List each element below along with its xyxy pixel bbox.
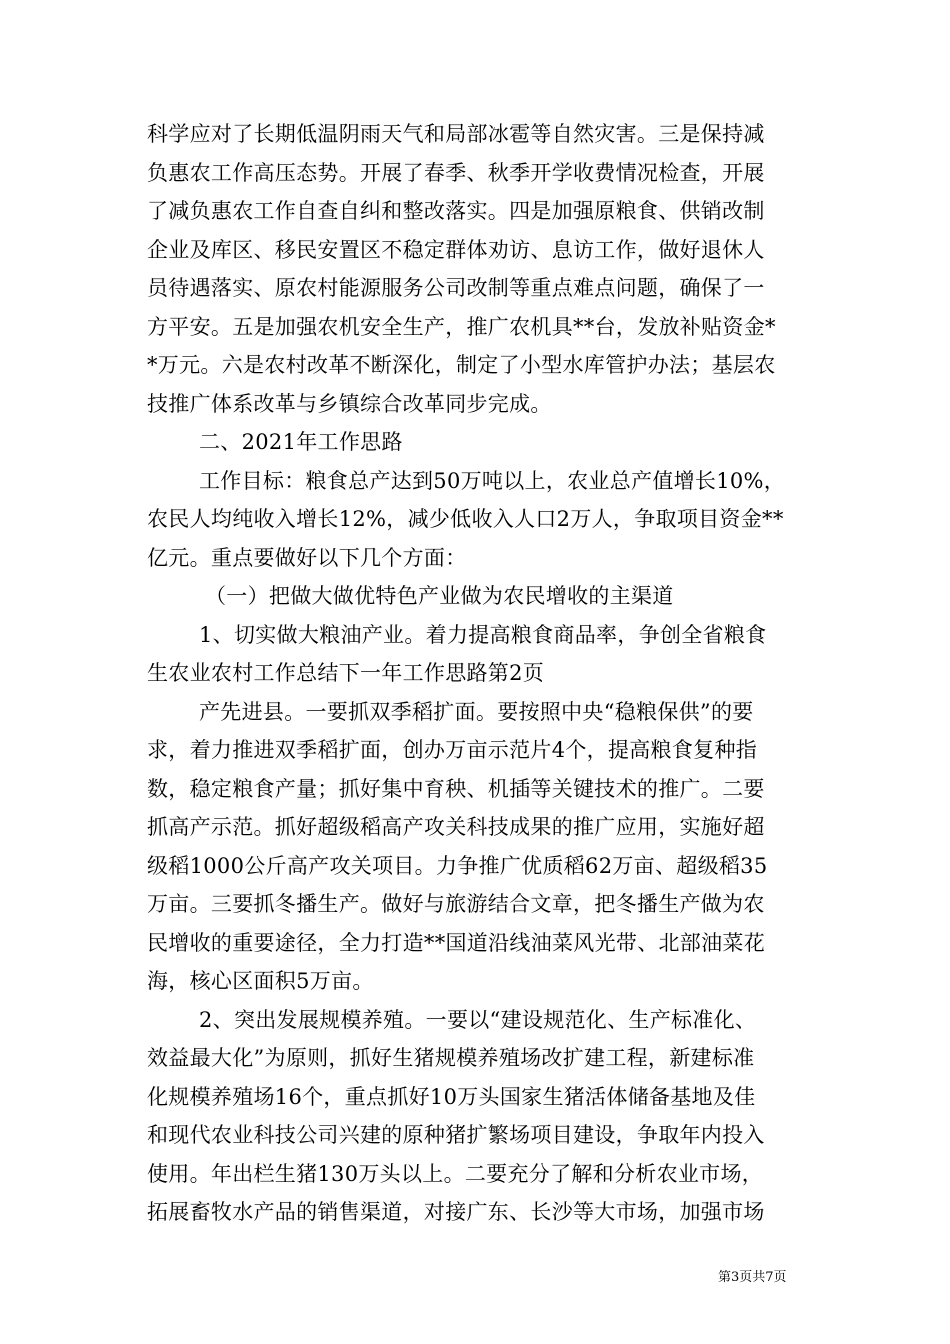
paragraph-line: 亿元。重点要做好以下几个方面： <box>147 546 467 570</box>
paragraph-line: 负惠农工作高压态势。开展了春季、秋季开学收费情况检查，开展 <box>147 161 765 185</box>
paragraph-line: 员待遇落实、原农村能源服务公司改制等重点难点问题，确保了一 <box>147 276 765 300</box>
paragraph-line: 抓高产示范。抓好超级稻高产攻关科技成果的推广应用，实施好超 <box>147 815 765 839</box>
paragraph-line: 农民人均纯收入增长12%，减少低收入人口2万人，争取项目资金** <box>147 507 784 531</box>
section-heading: 二、2021年工作思路 <box>199 430 403 454</box>
paragraph-line: 生农业农村工作总结下一年工作思路第2页 <box>147 661 545 685</box>
paragraph-line: *万元。六是农村改革不断深化，制定了小型水库管护办法；基层农 <box>147 353 776 377</box>
paragraph-line: 了减负惠农工作自查自纠和整改落实。四是加强原粮食、供销改制 <box>147 199 765 223</box>
paragraph-line: 企业及库区、移民安置区不稳定群体劝访、息访工作，做好退休人 <box>147 238 765 262</box>
paragraph-line: 数，稳定粮食产量；抓好集中育秧、机插等关键技术的推广。二要 <box>147 777 765 801</box>
paragraph-line: 海，核心区面积5万亩。 <box>147 969 374 993</box>
paragraph-line: 万亩。三要抓冬播生产。做好与旅游结合文章，把冬播生产做为农 <box>147 892 765 916</box>
paragraph-line: 2、突出发展规模养殖。一要以“建设规范化、生产标准化、 <box>199 1008 757 1032</box>
paragraph-line: 和现代农业科技公司兴建的原种猪扩繁场项目建设，争取年内投入 <box>147 1123 765 1147</box>
paragraph-line: 1、切实做大粮油产业。着力提高粮食商品率，争创全省粮食 <box>199 623 767 647</box>
page-number: 第3页共7页 <box>718 1270 787 1285</box>
paragraph-line: 产先进县。一要抓双季稻扩面。要按照中央“稳粮保供”的要 <box>199 700 754 724</box>
paragraph-line: 化规模养殖场16个，重点抓好10万头国家生猪活体储备基地及佳 <box>147 1085 756 1109</box>
paragraph-line: 效益最大化”为原则，抓好生猪规模养殖场改扩建工程，新建标准 <box>147 1046 755 1070</box>
paragraph-line: 民增收的重要途径，全力打造**国道沿线油菜风光带、北部油菜花 <box>147 931 765 955</box>
paragraph-line: 求，着力推进双季稻扩面，创办万亩示范片4个，提高粮食复种指 <box>147 738 758 762</box>
paragraph-line: 技推广体系改革与乡镇综合改革同步完成。 <box>147 392 552 416</box>
paragraph-line: 级稻1000公斤高产攻关项目。力争推广优质稻62万亩、超级稻35 <box>147 854 768 878</box>
paragraph-line: 工作目标：粮食总产达到50万吨以上，农业总产值增长10%， <box>199 469 786 493</box>
paragraph-line: 使用。年出栏生猪130万头以上。二要充分了解和分析农业市场， <box>147 1162 764 1186</box>
paragraph-line: 方平安。五是加强农机安全生产，推广农机具**台，发放补贴资金* <box>147 315 776 339</box>
subsection-heading: （一）把做大做优特色产业做为农民增收的主渠道 <box>205 584 674 608</box>
paragraph-line: 科学应对了长期低温阴雨天气和局部冰雹等自然灾害。三是保持减 <box>147 122 765 146</box>
paragraph-line: 拓展畜牧水产品的销售渠道，对接广东、长沙等大市场，加强市场 <box>147 1200 765 1224</box>
